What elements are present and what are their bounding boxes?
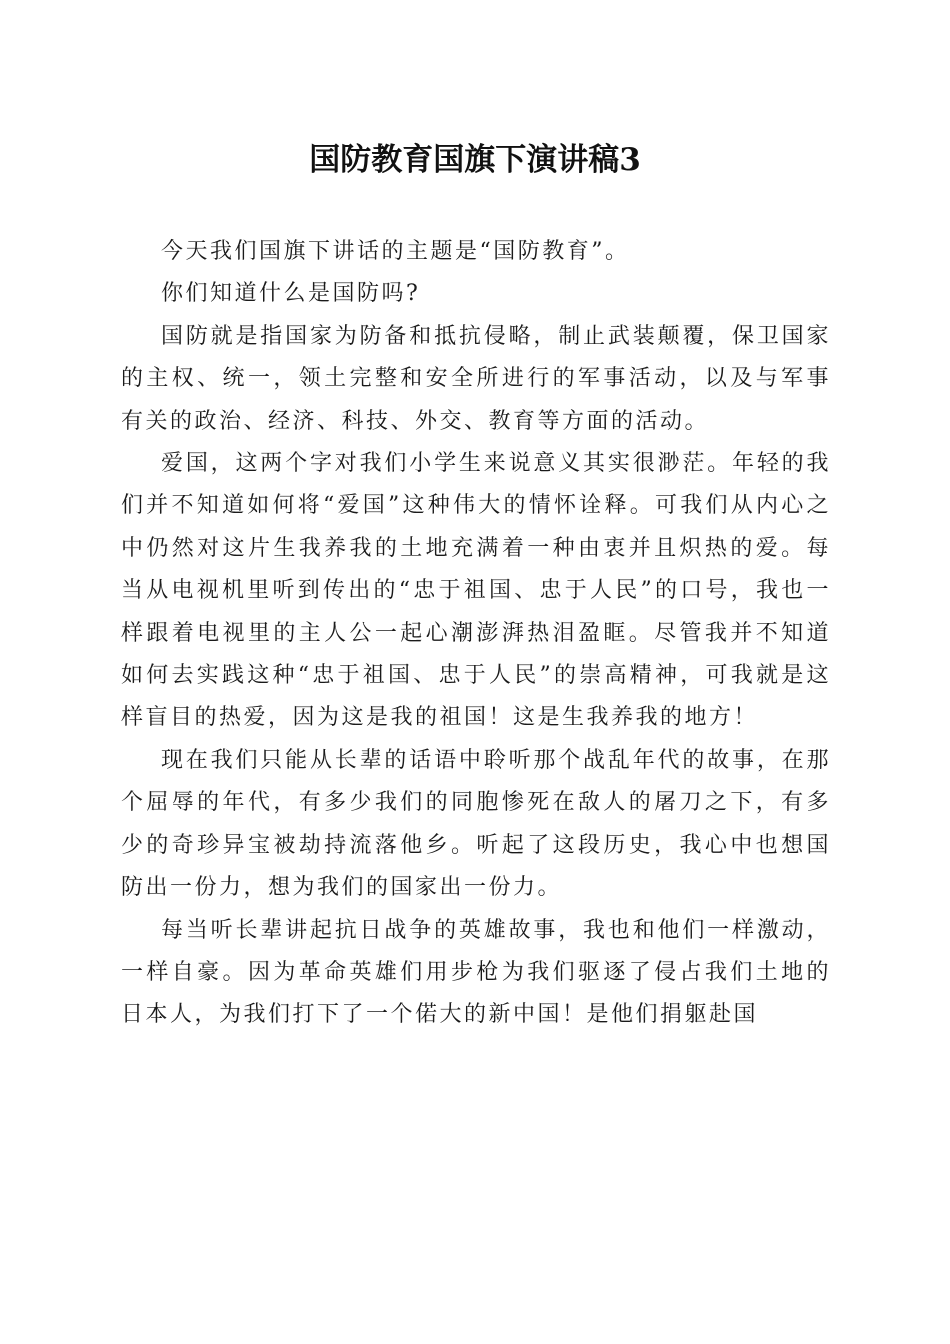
paragraph-topic: 今天我们国旗下讲话的主题是“国防教育”。 bbox=[161, 239, 630, 264]
document-body bbox=[121, 231, 831, 1037]
paragraph-question: 你们知道什么是国防吗? bbox=[161, 281, 421, 307]
paragraph-history: 现在我们只能从长辈的话语中聆听那个战乱年代的故事，在那个屈辱的年代，有多少我们的同胞惨死在敌人的屠刀之下，有多少的奇珍异宝被劫持流落他乡。听起了这段历史，我心中也想国防出一份力，想为我们的国家出一份力。 bbox=[121, 747, 831, 901]
paragraph-patriotism: 爱国，这两个字对我们小学生来说意义其实很渺茫。年轻的我们并不知道如何将“爱国”这种伟大的情怀诠释。可我们从内心之中仍然对这片生我养我的土地充满着一种由衷并且炽热的爱。每当从电视机里听到传出的“忠于祖国、忠于人民”的口号，我也一样跟着电视里的主人公一起心潮澎湃热泪盈眶。尽管我并不知道如何去实践这种“忠于祖国、忠于人民”的崇高精神，可我就是这样盲目的热爱，因为这是我的祖国！这是生我养我的地方！ bbox=[121, 451, 831, 731]
paragraph-heroes: 每当听长辈讲起抗日战争的英雄故事，我也和他们一样激动，一样自豪。因为革命英雄们用步枪为我们驱逐了侵占我们土地的日本人，为我们打下了一个偌大的新中国！是他们捐躯赴国 bbox=[121, 917, 831, 1028]
paragraph-definition: 国防就是指国家为防备和抵抗侵略，制止武装颠覆，保卫国家的主权、统一，领土完整和安全所进行的军事活动，以及与军事有关的政治、经济、科技、外交、教育等方面的活动。 bbox=[121, 323, 831, 434]
document-title: 国防教育国旗下演讲稿3 bbox=[309, 142, 641, 178]
